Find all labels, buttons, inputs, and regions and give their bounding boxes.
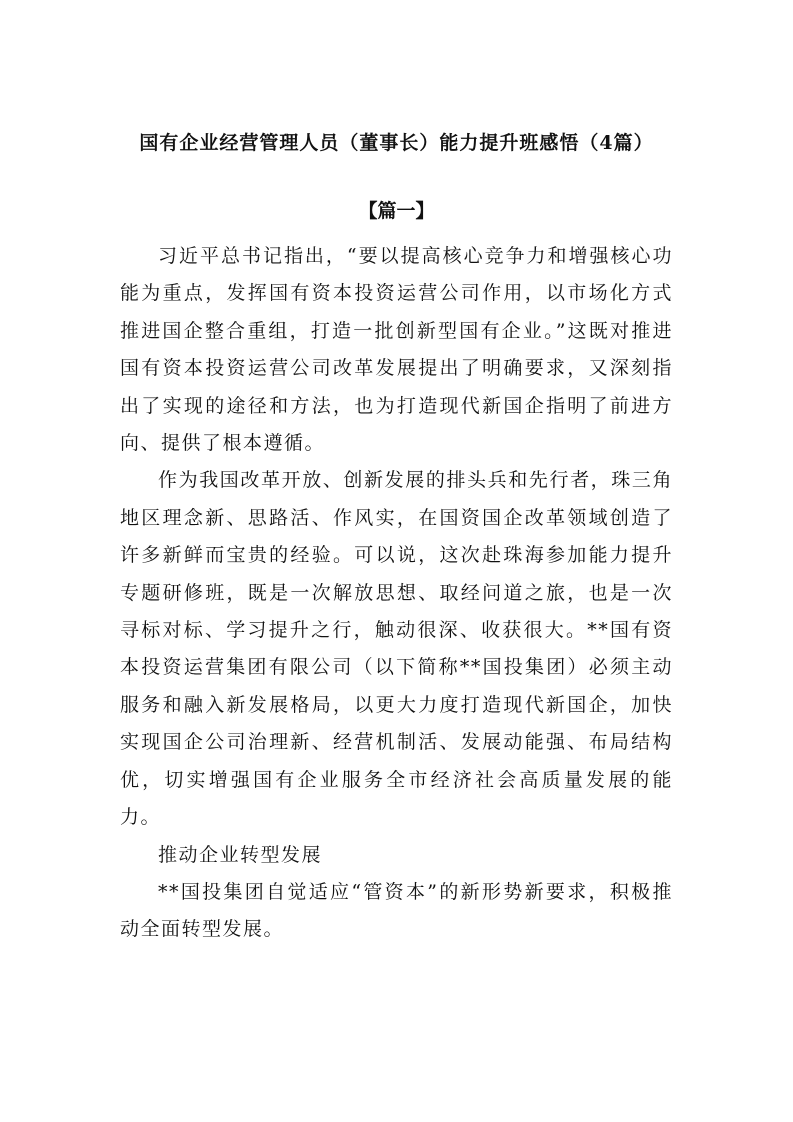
document-title: 国有企业经营管理人员（董事长）能力提升班感悟（4篇） bbox=[139, 132, 654, 154]
document-body bbox=[120, 238, 673, 949]
paragraph-transformation: **国投集团自觉适应“管资本”的新形势新要求，积极推动全面转型发展。 bbox=[120, 880, 673, 941]
paragraph-experience: 作为我国改革开放、创新发展的排头兵和先行者，珠三角地区理念新、思路活、作风实，在国资国企改革领域创造了许多新鲜而宝贵的经验。可以说，这次赴珠海参加能力提升专题研修班，既是一次解放思想、取经问道之旅，也是一次寻标对标、学习提升之行，触动很深、收获很大。**国有资本投资运营集团有限公司（以下简称**国投集团）必须主动服务和融入新发展格局，以更大力度打造现代新国企，加快实现国企公司治理新、经营机制活、发展动能强、布局结构优，切实增强国有企业服务全市经济社会高质量发展的能力。 bbox=[120, 469, 673, 829]
subheading-transformation: 推动企业转型发展 bbox=[158, 843, 323, 866]
section-heading: 【篇一】 bbox=[358, 200, 435, 222]
paragraph-intro: 习近平总书记指出，“要以提高核心竞争力和增强核心功能为重点，发挥国有资本投资运营公司作用，以市场化方式推进国企整合重组，打造一批创新型国有企业。”这既对推进国有资本投资运营公司改革发展提出了明确要求，又深刻指出了实现的途径和方法，也为打造现代新国企指明了前进方向、提供了根本遵循。 bbox=[120, 245, 673, 455]
